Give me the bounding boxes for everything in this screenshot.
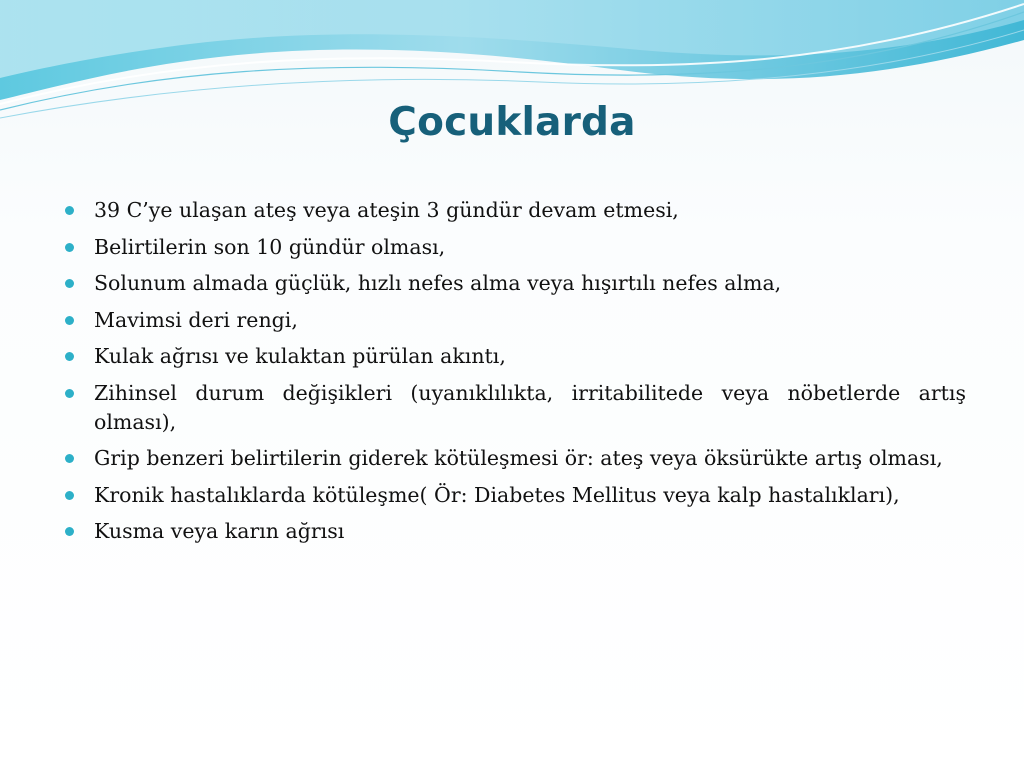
list-item — [62, 306, 966, 335]
slide-title: Çocuklarda — [388, 100, 636, 145]
bullet-icon — [65, 243, 74, 252]
list-item-text: Kusma veya karın ağrısı — [94, 519, 345, 543]
bullet-icon — [65, 454, 74, 463]
bullet-list — [62, 196, 966, 554]
list-item — [62, 269, 966, 298]
list-item — [62, 342, 966, 371]
list-item-text: Zihinsel durum değişikleri (uyanıklılıkta, irritabilitede veya nöbetlerde artış olması), — [94, 380, 966, 434]
list-item-text: Kulak ağrısı ve kulaktan pürülan akıntı, — [94, 344, 506, 368]
list-item-text: Belirtilerin son 10 gündür olması, — [94, 234, 446, 259]
list-item-text: Grip benzeri belirtilerin giderek kötüleşmesi ör: ateş veya öksürükte artış olması, — [94, 446, 943, 470]
bullet-icon — [65, 352, 74, 361]
bullet-icon — [65, 316, 74, 325]
list-item-text: Solunum almada güçlük, hızlı nefes alma veya hışırtılı nefes alma, — [94, 271, 782, 295]
list-item — [62, 233, 966, 262]
list-item — [62, 444, 966, 473]
bullet-icon — [65, 527, 74, 536]
list-item — [62, 481, 966, 510]
list-item-text: Mavimsi deri rengi, — [94, 307, 298, 332]
bullet-icon — [65, 206, 74, 215]
list-item — [62, 517, 966, 546]
bullet-icon — [65, 389, 74, 398]
list-item-text: 39 C’ye ulaşan ateş veya ateşin 3 gündür devam etmesi, — [94, 198, 679, 222]
bullet-icon — [65, 279, 74, 288]
list-item-text: Kronik hastalıklarda kötüleşme( Ör: Diabetes Mellitus veya kalp hastalıkları), — [94, 482, 900, 507]
list-item — [62, 196, 966, 225]
list-item — [62, 379, 966, 437]
bullet-icon — [65, 491, 74, 500]
